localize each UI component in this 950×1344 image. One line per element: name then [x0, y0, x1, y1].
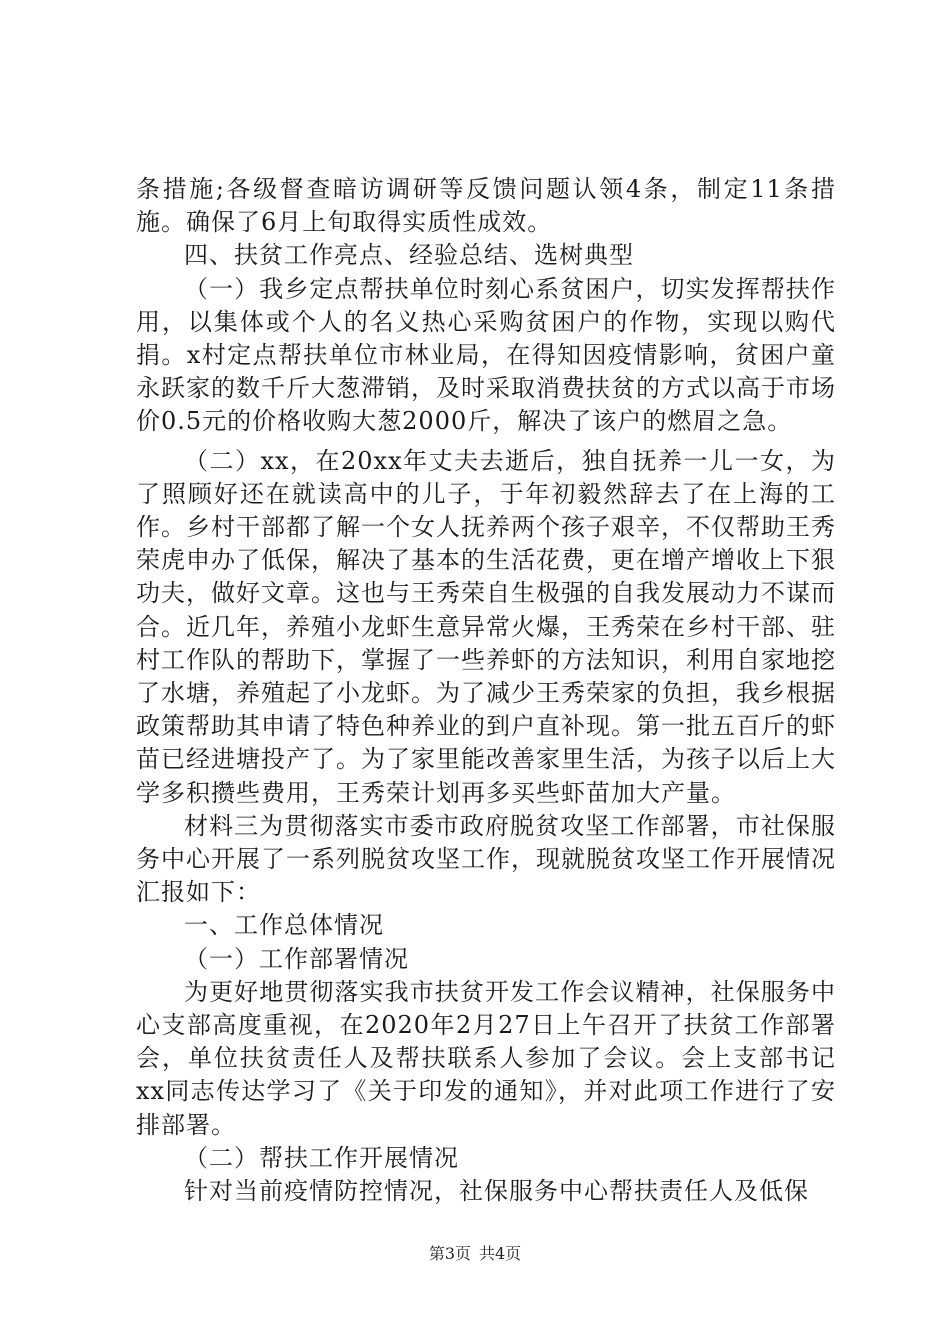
heading-deployment: （一）工作部署情况	[184, 944, 409, 973]
heading-section-four: 四、扶贫工作亮点、经验总结、选树典型	[184, 241, 634, 270]
paragraph-assistance-work: 针对当前疫情防控情况，社保服务中心帮扶责任人及低保	[184, 1177, 809, 1206]
paragraph-item-two: （二）xx，在20xx年丈夫去逝后，独自抚养一儿一女，为了照顾好还在就读高中的儿子，于年初毅然辞去了在上海的工作。乡村干部都了解一个女人抚养两个孩子艰辛，不仅帮助王秀荣虎申办了低保，解决了基本的生活花费，更在增产增收上下狠功夫，做好文章。这也与王秀荣自生极强的自我发展动力不谋而合。近几年，养殖小龙虾生意异常火爆，王秀荣在乡村干部、驻村工作队的帮助下，掌握了一些养虾的方法知识，利用自家地挖了水塘，养殖起了小龙虾。为了减少王秀荣家的负担，我乡根据政策帮助其申请了特色种养业的到户直补现。第一批五百斤的虾苗已经进塘投产了。为了家里能改善家里生活，为孩子以后上大学多积攒些费用，王秀荣计划再多买些虾苗加大产量。	[136, 446, 836, 807]
page-number: 第3页	[428, 1244, 471, 1263]
paragraph-deployment: 为更好地贯彻落实我市扶贫开发工作会议精神，社保服务中心支部高度重视，在2020年2月27日上午召开了扶贫工作部署会，单位扶贫责任人及帮扶联系人参加了会议。会上支部书记xx同志传达学习了《关于印发的通知》，并对此项工作进行了安排部署。	[136, 977, 836, 1139]
page-total: 共4页	[479, 1244, 522, 1263]
paragraph-item-one: （一）我乡定点帮扶单位时刻心系贫困户，切实发挥帮扶作用，以集体或个人的名义热心采购贫困户的作物，实现以购代捐。x村定点帮扶单位市林业局，在得知因疫情影响，贫困户童永跃家的数千斤大葱滞销，及时采取消费扶贫的方式以高于市场价0.5元的价格收购大葱2000斤，解决了该户的燃眉之急。	[136, 274, 836, 436]
document-body	[136, 173, 836, 1208]
paragraph-material-three: 材料三为贯彻落实市委市政府脱贫攻坚工作部署，市社保服务中心开展了一系列脱贫攻坚工作，现就脱贫攻坚工作开展情况汇报如下：	[136, 811, 836, 907]
heading-assistance-work: （二）帮扶工作开展情况	[184, 1143, 459, 1172]
page-footer	[0, 1244, 950, 1264]
paragraph-measures-continued: 条措施;各级督查暗访调研等反馈问题认领4条，制定11条措施。确保了6月上旬取得实质性成效。	[136, 175, 836, 237]
heading-overall-situation: 一、工作总体情况	[184, 911, 384, 940]
